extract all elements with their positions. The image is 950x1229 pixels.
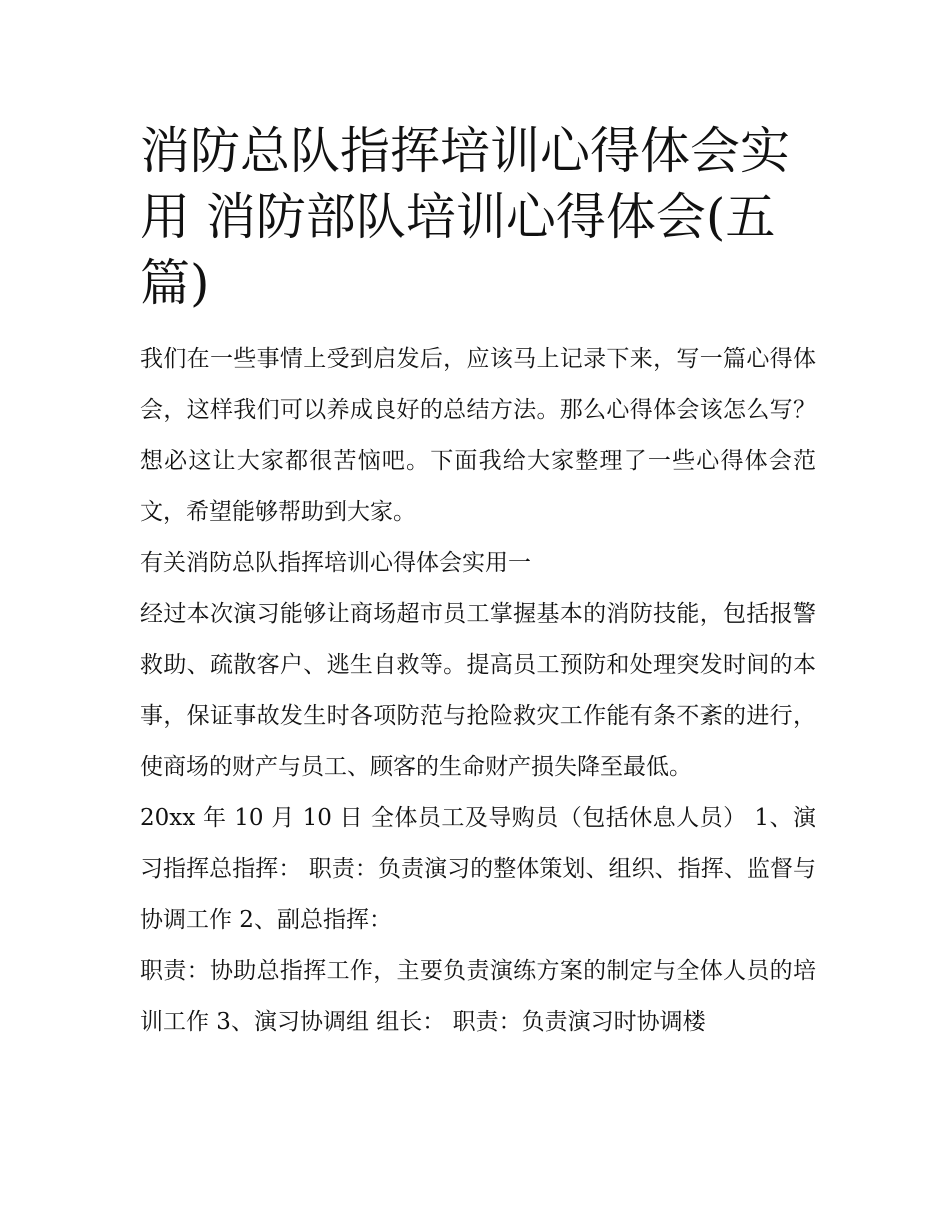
paragraph-purpose: 经过本次演习能够让商场超市员工掌握基本的消防技能，包括报警救助、疏散客户、逃生自救等。提高员工预防和处理突发时间的本事，保证事故发生时各项防范与抢险救灾工作能有条不紊的进行，使商场的财产与员工、顾客的生命财产损失降至最低。 bbox=[140, 601, 816, 780]
section-heading: 有关消防总队指挥培训心得体会实用一 bbox=[140, 550, 531, 576]
document-page bbox=[140, 118, 816, 1048]
paragraph-duties: 职责：协助总指挥工作，主要负责演练方案的制定与全体人员的培训工作 3、演习协调组 组长： 职责：负责演习时协调楼 bbox=[140, 958, 816, 1035]
document-title: 消防总队指挥培训心得体会实用 消防部队培训心得体会(五篇) bbox=[140, 122, 790, 312]
document-body bbox=[140, 334, 816, 1048]
paragraph-schedule: 20xx 年 10 月 10 日 全体员工及导购员（包括休息人员） 1、演习指挥总指挥： 职责：负责演习的整体策划、组织、指挥、监督与协调工作 2、副总指挥： bbox=[140, 805, 816, 933]
paragraph-intro: 我们在一些事情上受到启发后，应该马上记录下来，写一篇心得体会，这样我们可以养成良好的总结方法。那么心得体会该怎么写？想必这让大家都很苦恼吧。下面我给大家整理了一些心得体会范文，希望能够帮助到大家。 bbox=[140, 346, 816, 525]
